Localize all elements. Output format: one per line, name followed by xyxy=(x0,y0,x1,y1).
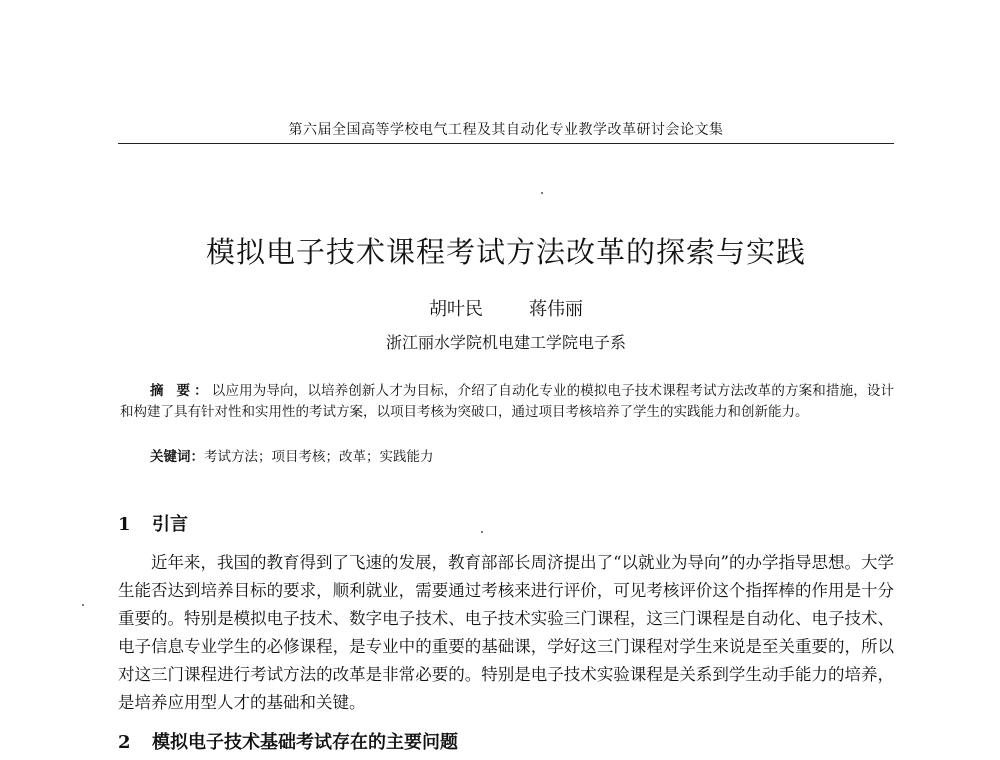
section-title: 模拟电子技术基础考试存在的主要问题 xyxy=(152,732,458,753)
keywords xyxy=(150,447,894,468)
scan-speck xyxy=(481,531,483,533)
author-name: 蒋伟丽 xyxy=(529,299,583,320)
author-name: 胡叶民 xyxy=(429,299,483,320)
section-number: 2 xyxy=(118,732,131,753)
abstract-text: 以应用为导向，以培养创新人才为目标，介绍了自动化专业的模拟电子技术课程考试方法改革的方案和措施，设计和构建了具有针对性和实用性的考试方案，以项目考核为突破口，通过项目考核培养了学生的实践能力和创新能力。 xyxy=(120,383,895,420)
author-affiliation: 浙江丽水学院机电建工学院电子系 xyxy=(385,333,626,352)
header-rule xyxy=(118,143,894,144)
section-title: 引言 xyxy=(152,514,188,535)
body-paragraph: 近年来，我国的教育得到了飞速的发展，教育部部长周济提出了“以就业为导向”的办学指导思想。大学生能否达到培养目标的要求，顺利就业，需要通过考核来进行评价，可见考核评价这个指挥棒的作用是十分重要的。特别是模拟电子技术、数字电子技术、电子技术实验三门课程，这三门课程是自动化、电子技术、电子信息专业学生的必修课程，是专业中的重要的基础课，学好这三门课程对学生来说是至关重要的，所以对这三门课程进行考试方法的改革是非常必要的。特别是电子技术实验课程是关系到学生动手能力的培养，是培养应用型人才的基础和关键。 xyxy=(118,553,894,712)
section-heading xyxy=(118,730,458,756)
section-heading xyxy=(118,512,188,538)
keywords-text: 考试方法；项目考核；改革；实践能力 xyxy=(204,449,434,465)
scan-speck xyxy=(541,192,543,194)
author-list xyxy=(100,297,912,323)
section-number: 1 xyxy=(118,514,131,535)
abstract-label: 摘 要： xyxy=(150,383,212,399)
scan-speck xyxy=(82,604,84,606)
paper-title: 模拟电子技术课程考试方法改革的探索与实践 xyxy=(205,235,806,269)
running-header: 第六届全国高等学校电气工程及其自动化专业教学改革研讨会论文集 xyxy=(288,122,724,138)
keywords-label: 关键词： xyxy=(150,449,204,465)
abstract xyxy=(120,381,894,423)
